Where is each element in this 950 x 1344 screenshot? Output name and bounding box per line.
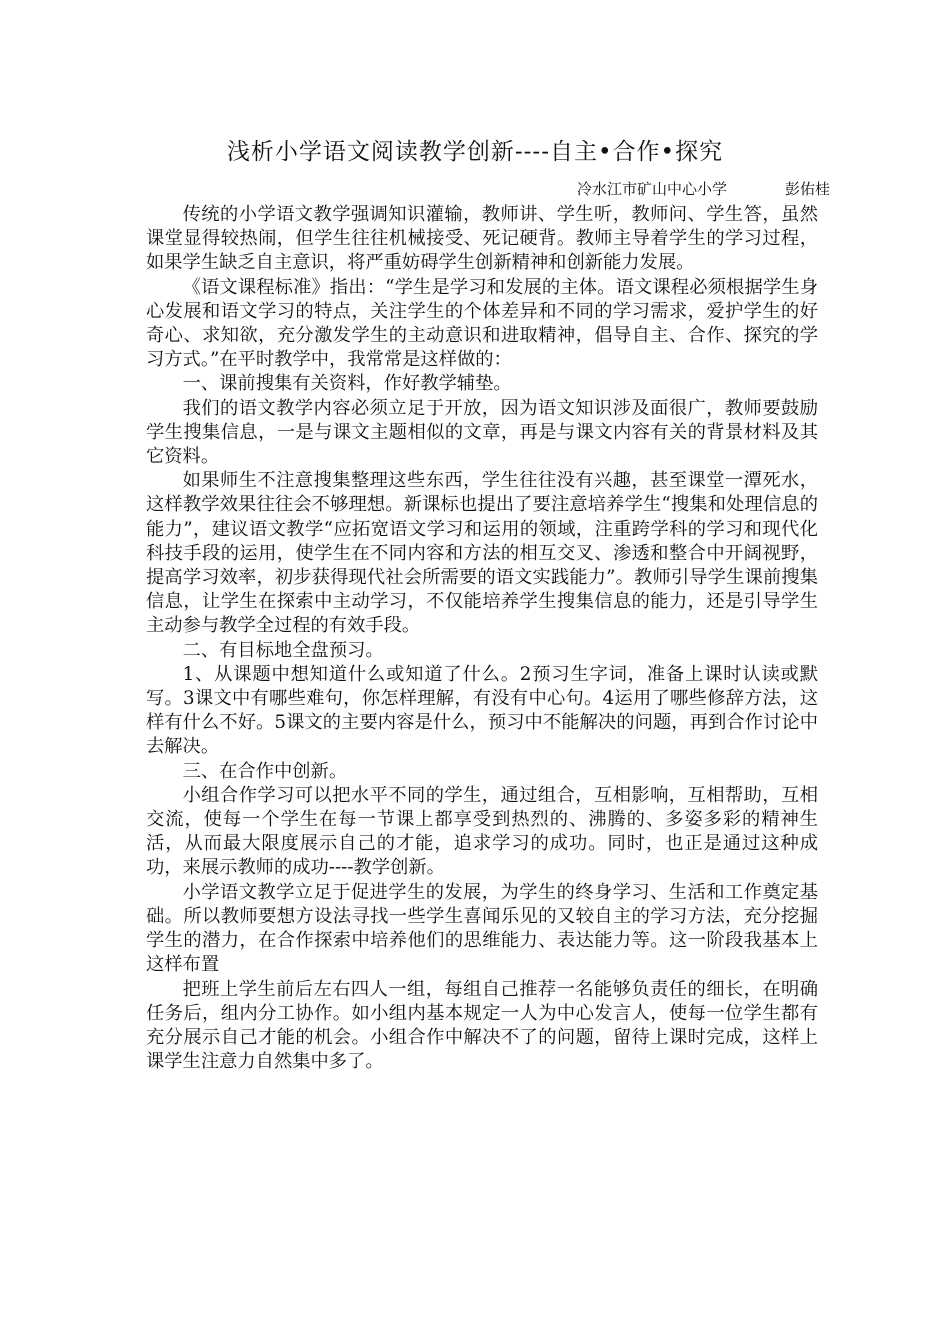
paragraph: 传统的小学语文教学强调知识灌输，教师讲、学生听，教师问、学生答，虽然课堂显得较热闹，但学生往往机械接受、死记硬背。教师主导着学生的学习过程，如果学生缺乏自主意识，将严重妨碍学生创新精神和创新能力发展。 — [146, 204, 818, 274]
section-heading: 二、有目标地全盘预习。 — [182, 639, 384, 661]
author-line — [577, 178, 830, 199]
paragraph: 小学语文教学立足于促进学生的发展，为学生的终身学习、生活和工作奠定基础。所以教师要想方设法寻找一些学生喜闻乐见的又较自主的学习方法，充分挖掘学生的潜力，在合作探索中培养他们的思维能力、表达能力等。这一阶段我基本上这样布置 — [146, 881, 818, 976]
author-name: 彭佑桂 — [784, 180, 830, 198]
section-heading: 一、课前搜集有关资料，作好教学辅垫。 — [182, 373, 512, 395]
section-heading: 三、在合作中创新。 — [182, 760, 348, 782]
paragraph: 小组合作学习可以把水平不同的学生，通过组合，互相影响，互相帮助，互相交流，使每一个学生在每一节课上都享受到热烈的、沸腾的、多姿多彩的精神生活，从而最大限度展示自己的才能，追求学习的成功。同时，也正是通过这种成功，来展示教师的成功----教学创新。 — [146, 784, 818, 879]
author-school: 冷水江市矿山中心小学 — [576, 180, 727, 198]
paragraph: 把班上学生前后左右四人一组，每组自己推荐一名能够负责任的细长，在明确任务后，组内分工协作。如小组内基本规定一人为中心发言人，使每一位学生都有充分展示自己才能的机会。小组合作中解决不了的问题，留待上课时完成，这样上课学生注意力自然集中多了。 — [146, 978, 818, 1073]
document-body — [146, 203, 818, 1074]
paragraph: 我们的语文教学内容必须立足于开放，因为语文知识涉及面很广，教师要鼓励学生搜集信息，一是与课文主题相似的文章，再是与课文内容有关的背景材料及其它资料。 — [146, 397, 818, 468]
paragraph: 《语文课程标准》指出：“学生是学习和发展的主体。语文课程必须根据学生身心发展和语文学习的特点，关注学生的个体差异和不同的学习需求，爱护学生的好奇心、求知欲，充分激发学生的主动意识和进取精神，倡导自主、合作、探究的学习方式。”在平时教学中，我常常是这样做的： — [146, 276, 818, 371]
document-title: 浅析小学语文阅读教学创新----自主•合作•探究 — [226, 139, 724, 165]
paragraph: 1、从课题中想知道什么或知道了什么。2预习生字词，准备上课时认读或默写。3课文中有哪些难句，你怎样理解，有没有中心句。4运用了哪些修辞方法，这样有什么不好。5课文的主要内容是什么，预习中不能解决的问题，再到合作讨论中去解决。 — [146, 663, 818, 758]
paragraph: 如果师生不注意搜集整理这些东西，学生往往没有兴趣，甚至课堂一潭死水，这样教学效果往往会不够理想。新课标也提出了要注意培养学生“搜集和处理信息的能力”，建议语文教学“应拓宽语文学习和运用的领域，注重跨学科的学习和现代化科技手段的运用，使学生在不同内容和方法的相互交叉、渗透和整合中开阔视野，提高学习效率，初步获得现代社会所需要的语文实践能力”。教师引导学生课前搜集信息，让学生在探索中主动学习，不仅能培养学生搜集信息的能力，还是引导学生主动参与教学全过程的有效手段。 — [146, 470, 818, 637]
